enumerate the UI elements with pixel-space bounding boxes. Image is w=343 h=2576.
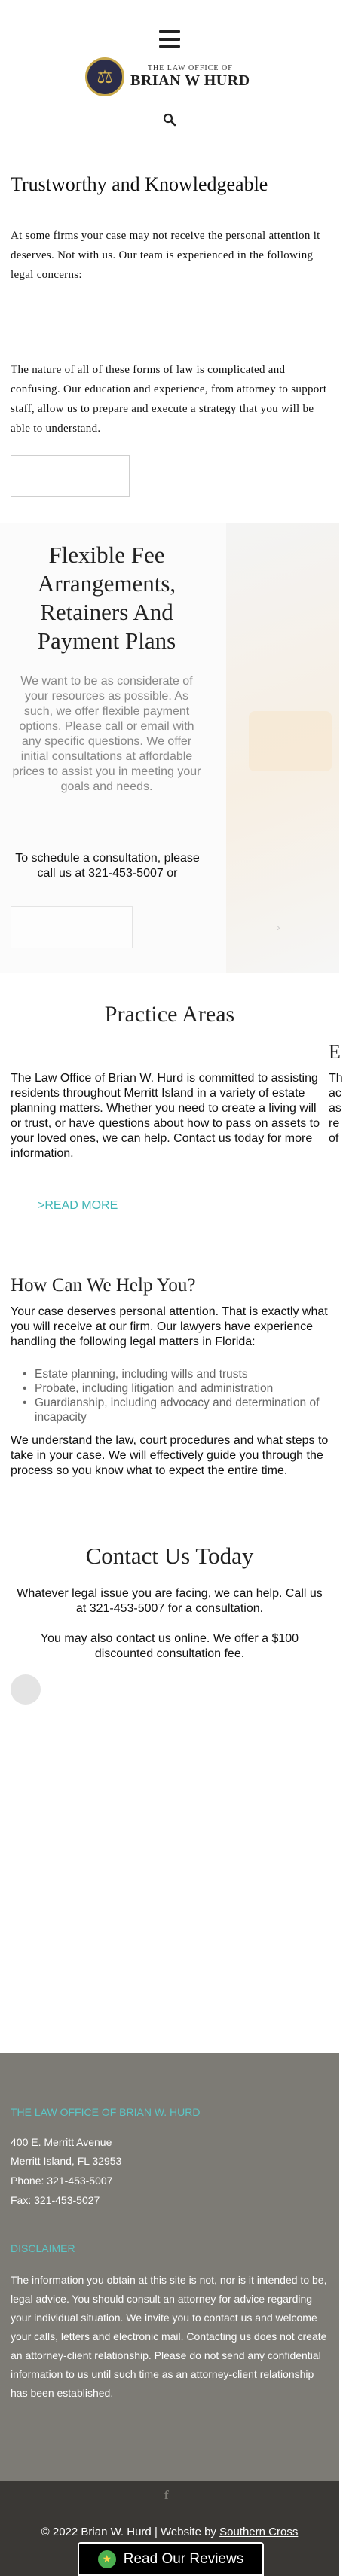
intro-button[interactable]: [11, 455, 130, 497]
hamburger-bar: [159, 45, 180, 48]
briefcase-image: [249, 711, 332, 771]
list-item: • Guardianship, including advocacy and determination of incapacity: [23, 1396, 328, 1424]
fee-title: Flexible Fee Arrangements, Retainers And Payment Plans: [37, 542, 176, 654]
copyright: [0, 2526, 339, 2538]
read-more-link[interactable]: >READ MORE: [38, 1199, 118, 1212]
footer-address-line-1: 400 E. Merritt Avenue: [11, 2136, 112, 2148]
scales-icon: ⚖: [85, 57, 124, 96]
next-slide-text-edge: Th ac as re of: [329, 1072, 343, 1145]
practice-areas-title: Practice Areas: [104, 1002, 235, 1027]
logo-line2: BRIAN W HURD: [130, 72, 250, 89]
footer-heading: THE LAW OFFICE OF BRIAN W. HURD: [11, 2106, 201, 2118]
read-reviews-label: Read Our Reviews: [123, 2550, 244, 2567]
intro-title: Trustworthy and Knowledgeable: [11, 173, 268, 195]
logo-text: [130, 64, 250, 90]
disclaimer-heading: DISCLAIMER: [11, 2242, 75, 2254]
hamburger-bar: [159, 30, 180, 33]
intro-paragraph-2: The nature of all of these forms of law is complicated and confusing. Our education and experience, from attorney to support staff, allow us to prepare and execute a strategy that you will be able to understand.: [11, 364, 327, 435]
hamburger-menu-button[interactable]: [159, 30, 180, 50]
read-reviews-button[interactable]: [78, 2542, 264, 2576]
fee-cta-text: To schedule a consultation, please call us at 321-453-5007 or: [15, 852, 200, 880]
footer-phone[interactable]: Phone: 321-453-5007: [11, 2175, 113, 2187]
fee-button[interactable]: [11, 906, 133, 948]
help-paragraph-1: Your case deserves personal attention. That is exactly what you will receive at our firm. Our lawyers have experience handling the following legal matters in Florida:: [11, 1305, 328, 1348]
facebook-icon[interactable]: f: [164, 2488, 169, 2502]
contact-paragraph-2: You may also contact us online. We offer a $100 discounted consultation fee.: [40, 1632, 299, 1660]
star-icon: ★: [98, 2550, 116, 2568]
contact-button[interactable]: [11, 1674, 41, 1705]
help-list: [23, 1367, 328, 1424]
contact-paragraph-1: Whatever legal issue you are facing, we can help. Call us at 321-453-5007 for a consultation.: [17, 1587, 323, 1615]
chevron-right-icon[interactable]: ›: [277, 921, 280, 933]
disclaimer-text: The information you obtain at this site is not, nor is it intended to be, legal advice. You should consult an attorney for advice regarding your individual situation. We invite you to contact us and welcome your calls, letters and electronic mail. Contacting us does not create an attorney-client relationship. Please do not send any confidential information to us until such time as an attorney-client relationship has been established.: [11, 2274, 327, 2399]
next-slide-title-edge: E: [329, 1041, 341, 1063]
footer-fax: Fax: 321-453-5027: [11, 2194, 100, 2206]
list-item: • Estate planning, including wills and trusts: [23, 1367, 328, 1381]
help-title: How Can We Help You?: [11, 1275, 196, 1296]
practice-paragraph: The Law Office of Brian W. Hurd is committed to assisting residents throughout Merritt Island in a variety of estate planning matters. Whether you need to create a living will or trust, or have questions about how to pass on assets to your loved ones, we can help. Contact us today for more information.: [11, 1072, 320, 1160]
footer-address-line-2: Merritt Island, FL 32953: [11, 2155, 122, 2167]
help-paragraph-2: We understand the law, court procedures and what steps to take in your case. We will effectively guide you through the process so you know what to expect the entire time.: [11, 1434, 329, 1477]
fee-paragraph: We want to be as considerate of your resources as possible. As such, we offer flexible payment options. Please call or email with any specific questions. We offer initial consultations at affordable prices to assist you in meeting your goals and needs.: [12, 675, 201, 793]
intro-paragraph-1: At some firms your case may not receive the personal attention it deserves. Not with us. Our team is experienced in the following legal concerns:: [11, 230, 320, 281]
site-logo[interactable]: [85, 57, 250, 96]
hamburger-bar: [159, 38, 180, 41]
logo-line1: THE LAW OFFICE OF: [147, 64, 233, 72]
search-icon[interactable]: [163, 113, 176, 127]
copyright-text: © 2022 Brian W. Hurd | Website by: [41, 2526, 220, 2538]
contact-title: Contact Us Today: [85, 1543, 254, 1569]
list-item: • Probate, including litigation and administration: [23, 1381, 328, 1396]
credit-link[interactable]: Southern Cross: [219, 2526, 299, 2538]
